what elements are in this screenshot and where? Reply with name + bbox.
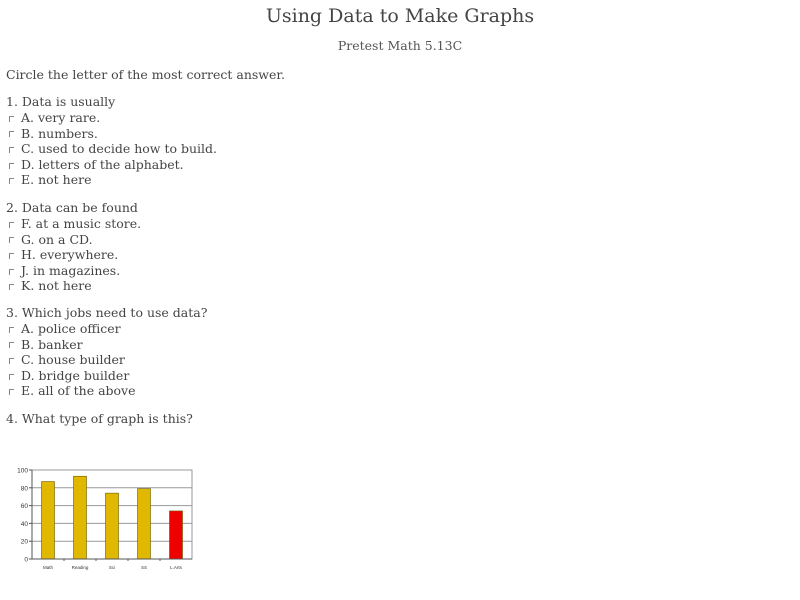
checkbox-icon[interactable] bbox=[9, 374, 14, 380]
y-tick-label: 60 bbox=[20, 503, 28, 511]
checkbox-icon[interactable] bbox=[9, 389, 14, 395]
checkbox-icon[interactable] bbox=[9, 222, 14, 228]
option-e[interactable]: E. not here bbox=[6, 172, 217, 188]
checkbox-icon[interactable] bbox=[9, 131, 14, 137]
option-d[interactable]: D. letters of the alphabet. bbox=[6, 157, 217, 173]
page-title: Using Data to Make Graphs bbox=[265, 5, 535, 27]
question-text: 1. Data is usually bbox=[6, 94, 116, 109]
checkbox-icon[interactable] bbox=[9, 284, 14, 290]
question-1 bbox=[6, 94, 217, 188]
checkbox-icon[interactable] bbox=[9, 327, 14, 333]
bar bbox=[106, 493, 119, 559]
option-a[interactable]: A. police officer bbox=[6, 321, 207, 337]
option-f[interactable]: F. at a music store. bbox=[6, 216, 141, 232]
option-a[interactable]: A. very rare. bbox=[6, 110, 217, 126]
x-tick-label: Reading bbox=[71, 565, 89, 570]
instructions: Circle the letter of the most correct answer. bbox=[6, 67, 285, 82]
question-2 bbox=[6, 200, 141, 294]
question-3 bbox=[6, 305, 207, 399]
checkbox-icon[interactable] bbox=[9, 163, 14, 169]
bar-chart-svg bbox=[10, 464, 200, 576]
bar bbox=[74, 476, 87, 559]
checkbox-icon[interactable] bbox=[9, 342, 14, 348]
question-text: 3. Which jobs need to use data? bbox=[6, 305, 208, 320]
option-j[interactable]: J. in magazines. bbox=[6, 263, 141, 279]
x-tick-label: Math bbox=[42, 565, 54, 570]
bar bbox=[170, 511, 183, 559]
option-e[interactable]: E. all of the above bbox=[6, 383, 207, 399]
x-tick-label: Sci bbox=[108, 565, 116, 570]
checkbox-icon[interactable] bbox=[9, 147, 14, 153]
option-b[interactable]: B. banker bbox=[6, 337, 207, 353]
checkbox-icon[interactable] bbox=[9, 237, 14, 243]
checkbox-icon[interactable] bbox=[9, 269, 14, 275]
bar bbox=[138, 489, 151, 559]
option-d[interactable]: D. bridge builder bbox=[6, 368, 207, 384]
option-b[interactable]: B. numbers. bbox=[6, 126, 217, 142]
question-4 bbox=[6, 411, 193, 427]
option-k[interactable]: K. not here bbox=[6, 278, 141, 294]
y-tick-label: 40 bbox=[20, 520, 28, 528]
y-tick-label: 0 bbox=[24, 556, 28, 564]
x-tick-label: SS bbox=[140, 565, 148, 570]
checkbox-icon[interactable] bbox=[9, 358, 14, 364]
question-text: 4. What type of graph is this? bbox=[6, 411, 193, 426]
page-subtitle: Pretest Math 5.13C bbox=[337, 38, 463, 53]
y-tick-label: 20 bbox=[20, 538, 28, 546]
bar bbox=[42, 482, 55, 559]
option-c[interactable]: C. used to decide how to build. bbox=[6, 141, 217, 157]
checkbox-icon[interactable] bbox=[9, 116, 14, 122]
question-text: 2. Data can be found bbox=[6, 200, 138, 215]
y-tick-label: 100 bbox=[17, 467, 28, 475]
bar-chart bbox=[10, 464, 200, 576]
checkbox-icon[interactable] bbox=[9, 253, 14, 259]
option-c[interactable]: C. house builder bbox=[6, 352, 207, 368]
checkbox-icon[interactable] bbox=[9, 178, 14, 184]
y-tick-label: 80 bbox=[20, 485, 28, 493]
option-g[interactable]: G. on a CD. bbox=[6, 232, 141, 248]
x-tick-label: L.Arts bbox=[170, 565, 182, 570]
option-h[interactable]: H. everywhere. bbox=[6, 247, 141, 263]
